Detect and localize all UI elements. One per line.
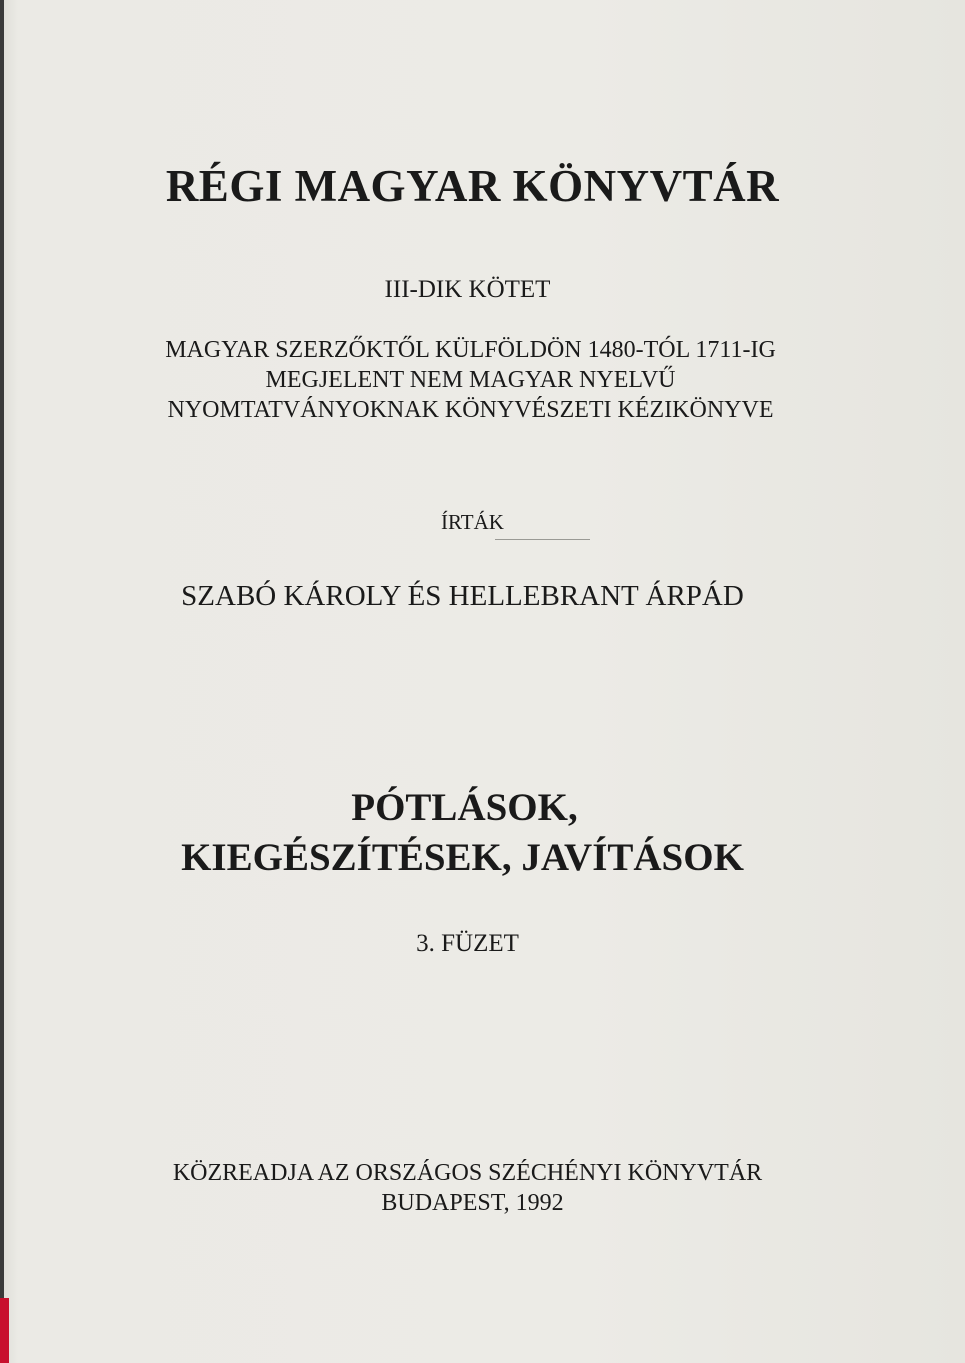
authors-divider [495, 539, 590, 540]
subtitle-line-2: MEGJELENT NEM MAGYAR NYELVŰ [265, 367, 676, 393]
authors: SZABÓ KÁROLY ÉS HELLEBRANT ÁRPÁD [181, 580, 744, 612]
section-title-line-2: KIEGÉSZÍTÉSEK, JAVÍTÁSOK [181, 836, 744, 879]
publisher: KÖZREADJA AZ ORSZÁGOS SZÉCHÉNYI KÖNYVTÁR [172, 1160, 763, 1186]
subtitle-line-3: NYOMTATVÁNYOKNAK KÖNYVÉSZETI KÉZIKÖNYVE [167, 397, 774, 423]
subtitle-line-1: MAGYAR SZERZŐKTŐL KÜLFÖLDÖN 1480-TÓL 1711-IG [165, 337, 776, 363]
volume-label: III-DIK KÖTET [384, 276, 551, 303]
book-title: RÉGI MAGYAR KÖNYVTÁR [165, 161, 780, 211]
issue-number: 3. FÜZET [416, 930, 519, 957]
authors-label: ÍRTÁK [441, 510, 504, 534]
spine-color-mark [0, 1298, 9, 1363]
section-title-line-1: PÓTLÁSOK, [351, 786, 578, 829]
place-and-year: BUDAPEST, 1992 [381, 1190, 564, 1216]
